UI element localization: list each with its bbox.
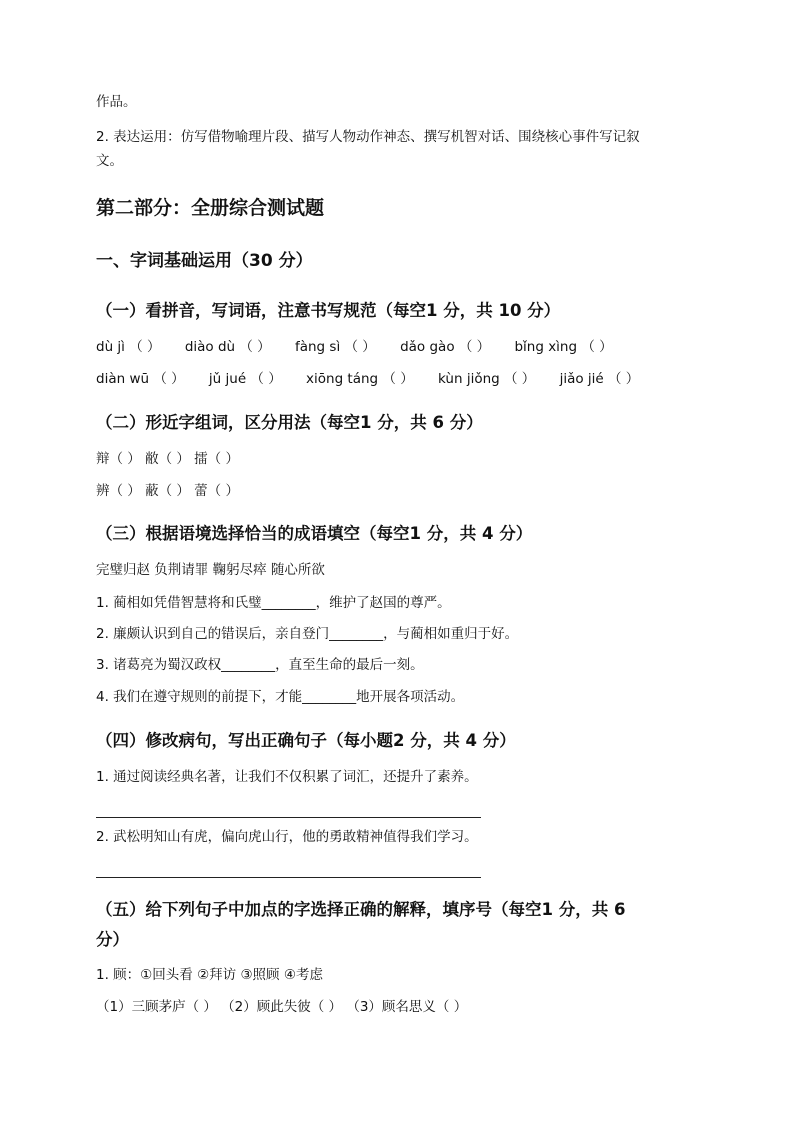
q2-title: （二）形近字组词，区分用法（每空1 分，共 6 分） [96, 413, 483, 432]
q5-title-line-1: （五）给下列句子中加点的字选择正确的解释，填序号（每空1 分，共 6 [96, 900, 626, 919]
q3-item-4: 4. 我们在遵守规则的前提下，才能________地开展各项活动。 [96, 689, 465, 705]
pinyin-item: jiǎo jié （ ） [559, 371, 640, 387]
pinyin-item: bǐng xìng （ ） [514, 339, 613, 355]
pinyin-row-1 [96, 337, 633, 357]
q5-item-1: 1. 顾：①回头看 ②拜访 ③照顾 ④考虑 [96, 967, 323, 983]
part2-title: 第二部分：全册综合测试题 [96, 197, 325, 219]
q5-title-line-2: 分） [96, 930, 129, 949]
q3-item-1: 1. 蔺相如凭借智慧将和氏璧________，维护了赵国的尊严。 [96, 595, 451, 611]
q3-item-3: 3. 诸葛亮为蜀汉政权________，直至生命的最后一刻。 [96, 657, 424, 673]
intro-line-3: 文。 [96, 153, 123, 169]
q3-options: 完璧归赵 负荆请罪 鞠躬尽瘁 随心所欲 [96, 562, 325, 578]
pinyin-item: kùn jiǒng （ ） [438, 371, 536, 387]
pinyin-item: diào dù （ ） [184, 339, 271, 355]
q2-row-1: 辩（ ） 敝（ ） 擂（ ） [96, 451, 239, 467]
answer-line [96, 817, 481, 818]
q4-title: （四）修改病句，写出正确句子（每小题2 分，共 4 分） [96, 731, 516, 750]
q2-row-2: 辨（ ） 蔽（ ） 蕾（ ） [96, 483, 239, 499]
intro-line-1: 作品。 [96, 94, 137, 110]
intro-line-2: 2. 表达运用：仿写借物喻理片段、描写人物动作神态、撰写机智对话、围绕核心事件写记叙 [96, 129, 640, 145]
q4-item-1: 1. 通过阅读经典名著，让我们不仅积累了词汇，还提升了素养。 [96, 769, 478, 785]
answer-line [96, 877, 481, 878]
pinyin-item: diàn wū （ ） [96, 371, 185, 387]
pinyin-item: xiōng táng （ ） [306, 371, 414, 387]
q5-item-1-sub: （1）三顾茅庐（ ） （2）顾此失彼（ ） （3）顾名思义（ ） [96, 999, 468, 1015]
pinyin-row-2 [96, 369, 659, 389]
pinyin-item: dù jì （ ） [96, 339, 161, 355]
q1-title: （一）看拼音，写词语，注意书写规范（每空1 分，共 10 分） [96, 301, 561, 320]
pinyin-item: fàng sì （ ） [294, 339, 376, 355]
q4-item-2: 2. 武松明知山有虎，偏向虎山行，他的勇敢精神值得我们学习。 [96, 829, 478, 845]
q3-title: （三）根据语境选择恰当的成语填空（每空1 分，共 4 分） [96, 524, 533, 543]
q3-item-2: 2. 廉颇认识到自己的错误后，亲自登门________，与蔺相如重归于好。 [96, 626, 519, 642]
section1-title: 一、字词基础运用（30 分） [96, 251, 313, 271]
pinyin-item: dǎo gào （ ） [400, 339, 491, 355]
pinyin-item: jǔ jué （ ） [208, 371, 282, 387]
